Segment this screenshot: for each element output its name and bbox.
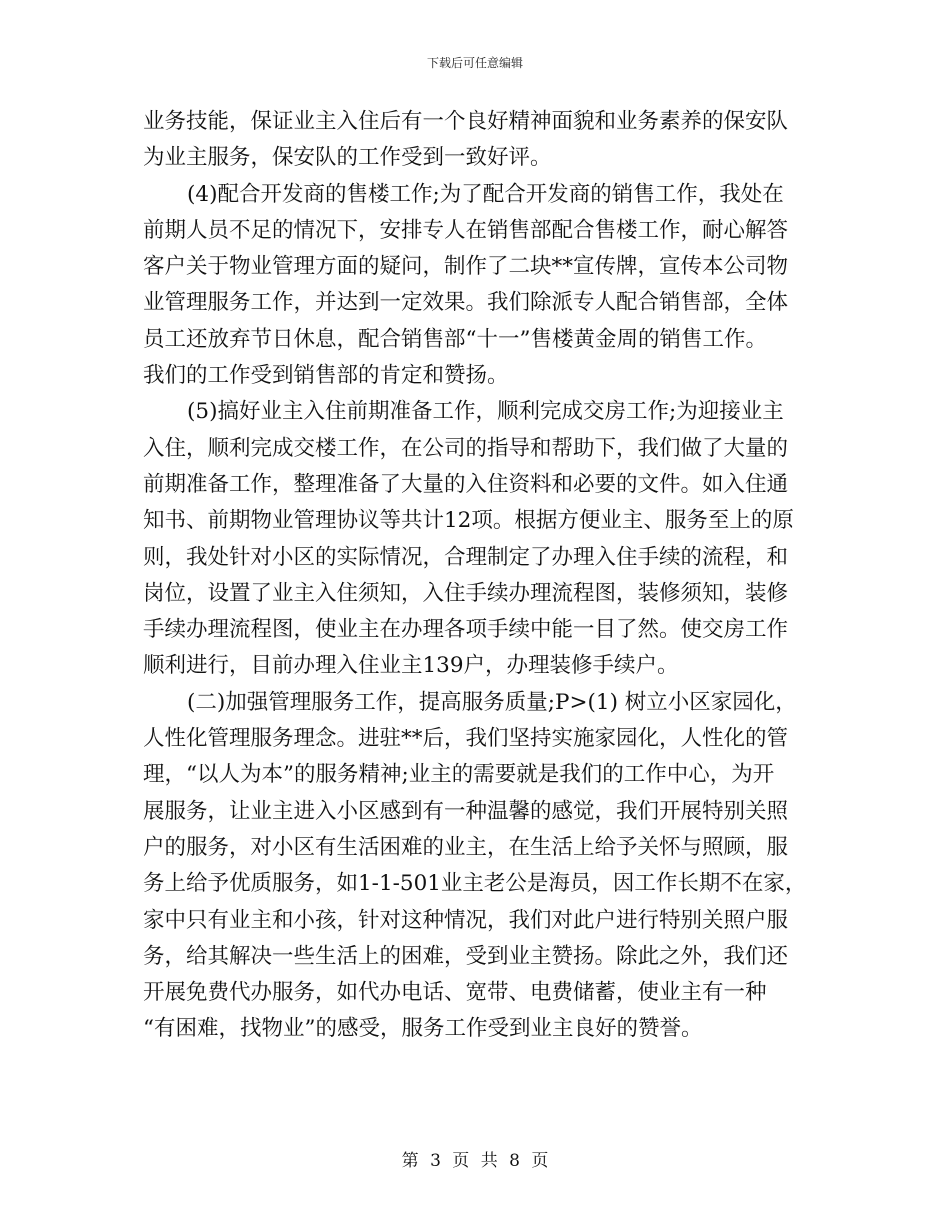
text-line: 入住，顺利完成交楼工作，在公司的指导和帮助下，我们做了大量的 xyxy=(143,435,789,461)
paragraph-start-line: (二)加强管理服务工作，提高服务质量;P>(1) 树立小区家园化， xyxy=(187,689,797,715)
text-line: 前期人员不足的情况下，安排专人在销售部配合售楼工作，耐心解答 xyxy=(143,217,789,243)
document-body xyxy=(143,104,808,1048)
text-line: 前期准备工作，整理准备了大量的入住资料和必要的文件。如入住通 xyxy=(143,471,789,497)
text-line: 务上给予优质服务，如1-1-501业主老公是海员，因工作长期不在家， xyxy=(143,871,807,897)
text-line: “有困难，找物业”的感受，服务工作受到业主良好的赞誉。 xyxy=(143,1016,703,1042)
text-line: 岗位，设置了业主入住须知，入住手续办理流程图，装修须知，装修 xyxy=(143,580,789,606)
text-line: 客户关于物业管理方面的疑问，制作了二块**宣传牌，宣传本公司物 xyxy=(143,254,789,280)
text-line: 我们的工作受到销售部的肯定和赞扬。 xyxy=(143,363,509,389)
text-line: 开展免费代办服务，如代办电话、宽带、电费储蓄，使业主有一种 xyxy=(143,980,767,1006)
text-line: 人性化管理服务理念。进驻**后，我们坚持实施家园化，人性化的管 xyxy=(143,726,789,752)
text-line: 业管理服务工作，并达到一定效果。我们除派专人配合销售部，全体 xyxy=(143,290,789,316)
text-line: 户的服务，对小区有生活困难的业主，在生活上给予关怀与照顾，服 xyxy=(143,834,789,860)
paragraph-start-line: (5)搞好业主入住前期准备工作，顺利完成交房工作;为迎接业主 xyxy=(187,399,784,425)
text-line: 业务技能，保证业主入住后有一个良好精神面貌和业务素养的保安队 xyxy=(143,109,789,134)
text-line: 务，给其解决一些生活上的困难，受到业主赞扬。除此之外，我们还 xyxy=(143,943,789,969)
paragraph-start-line: (4)配合开发商的售楼工作;为了配合开发商的销售工作，我处在 xyxy=(187,181,784,207)
text-line: 员工还放弃节日休息，配合销售部“十一”售楼黄金周的销售工作。 xyxy=(143,326,767,352)
text-line: 手续办理流程图，使业主在办理各项手续中能一目了然。使交房工作 xyxy=(143,617,789,643)
page-number: 第 3 页 共 8 页 xyxy=(401,1151,549,1171)
page-header: 下载后可任意编辑 xyxy=(426,56,523,70)
text-line: 知书、前期物业管理协议等共计12项。根据方便业主、服务至上的原 xyxy=(143,508,794,534)
text-line: 展服务，让业主进入小区感到有一种温馨的感觉，我们开展特别关照 xyxy=(143,798,789,824)
text-line: 顺利进行，目前办理入住业主139户，办理装修手续户。 xyxy=(143,653,679,679)
text-line: 理，“以人为本”的服务精神;业主的需要就是我们的工作中心，为开 xyxy=(143,762,775,788)
text-line: 家中只有业主和小孩，针对这种情况，我们对此户进行特别关照户服 xyxy=(143,907,789,933)
text-line: 为业主服务，保安队的工作受到一致好评。 xyxy=(143,145,552,171)
text-line: 则，我处针对小区的实际情况，合理制定了办理入住手续的流程，和 xyxy=(143,544,789,570)
